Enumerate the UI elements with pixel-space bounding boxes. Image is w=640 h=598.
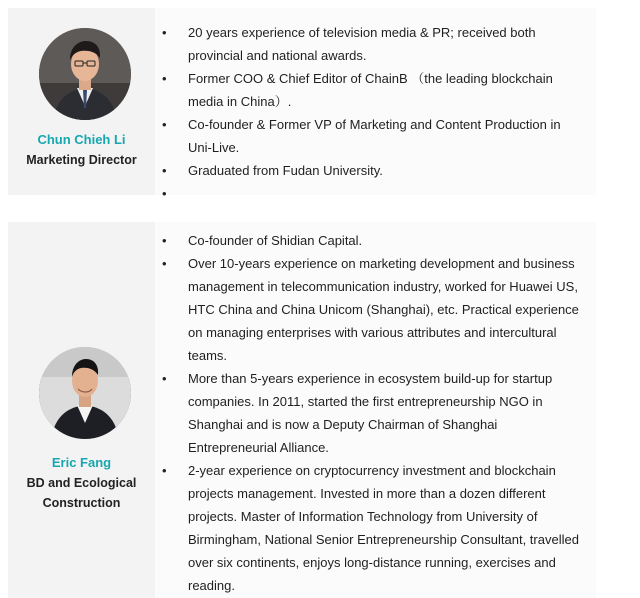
bullet-icon: •: [162, 25, 167, 40]
bio-text: Co-founder of Shidian Capital.: [188, 233, 363, 248]
bio-text: Graduated from Fudan University.: [188, 163, 383, 178]
bullet-icon: •: [162, 233, 167, 248]
bio-item: [155, 252, 596, 367]
bullet-icon: •: [162, 186, 167, 201]
avatar-photo: [39, 28, 131, 120]
bio-item: [155, 367, 596, 459]
team-member-card: [8, 222, 596, 598]
profile-panel: [8, 8, 155, 195]
bio-item: [155, 229, 596, 252]
profile-panel: [8, 222, 155, 598]
person-portrait-icon: [39, 347, 131, 439]
bio-item: [155, 113, 596, 159]
member-title: Marketing Director: [26, 153, 137, 167]
bio-panel: [155, 8, 596, 201]
bio-text: Former COO & Chief Editor of ChainB （the leading blockchain media in China）.: [188, 71, 553, 109]
bio-list: [155, 229, 596, 597]
bullet-icon: •: [162, 371, 167, 386]
bio-item: [155, 67, 596, 113]
bio-text: Over 10-years experience on marketing development and business management in telecommunication industry, worked for Huawei US, HTC China and China Unicom (Shanghai), etc. Practical experience on managing enterprises with various attributes and intercultural teams.: [188, 256, 579, 363]
bio-text: 20 years experience of television media & PR; received both provincial and national awards.: [188, 25, 536, 63]
bullet-icon: •: [162, 163, 167, 178]
person-portrait-icon: [39, 28, 131, 120]
bio-text: More than 5-years experience in ecosystem build-up for startup companies. In 2011, started the first entrepreneurship NGO in Shanghai and is now a Deputy Chairman of Shanghai Entrepreneurial Alliance.: [188, 371, 553, 455]
bio-item: [155, 21, 596, 67]
bio-list: [155, 21, 596, 205]
bullet-icon: •: [162, 463, 167, 478]
member-name: Chun Chieh Li: [37, 132, 126, 147]
bullet-icon: •: [162, 256, 167, 271]
bio-item: [155, 459, 596, 597]
bullet-icon: •: [162, 71, 167, 86]
member-title: BD and Ecological Construction: [26, 476, 137, 510]
avatar-photo: [39, 347, 131, 439]
team-member-card: [8, 8, 596, 201]
bio-text: 2-year experience on cryptocurrency investment and blockchain projects management. Invested in more than a dozen different projects. Master of Information Technology from University of Birmingham, National Senior Entrepreneurship Consultant, travelled over six continents, enjoys long-distance running, exercises and reading.: [188, 463, 579, 593]
bio-item: [155, 159, 596, 182]
bullet-icon: •: [162, 117, 167, 132]
bio-text: Co-founder & Former VP of Marketing and Content Production in Uni-Live.: [188, 117, 561, 155]
bio-panel: [155, 222, 596, 598]
bio-item-empty: [155, 182, 596, 205]
member-name: Eric Fang: [51, 455, 112, 470]
